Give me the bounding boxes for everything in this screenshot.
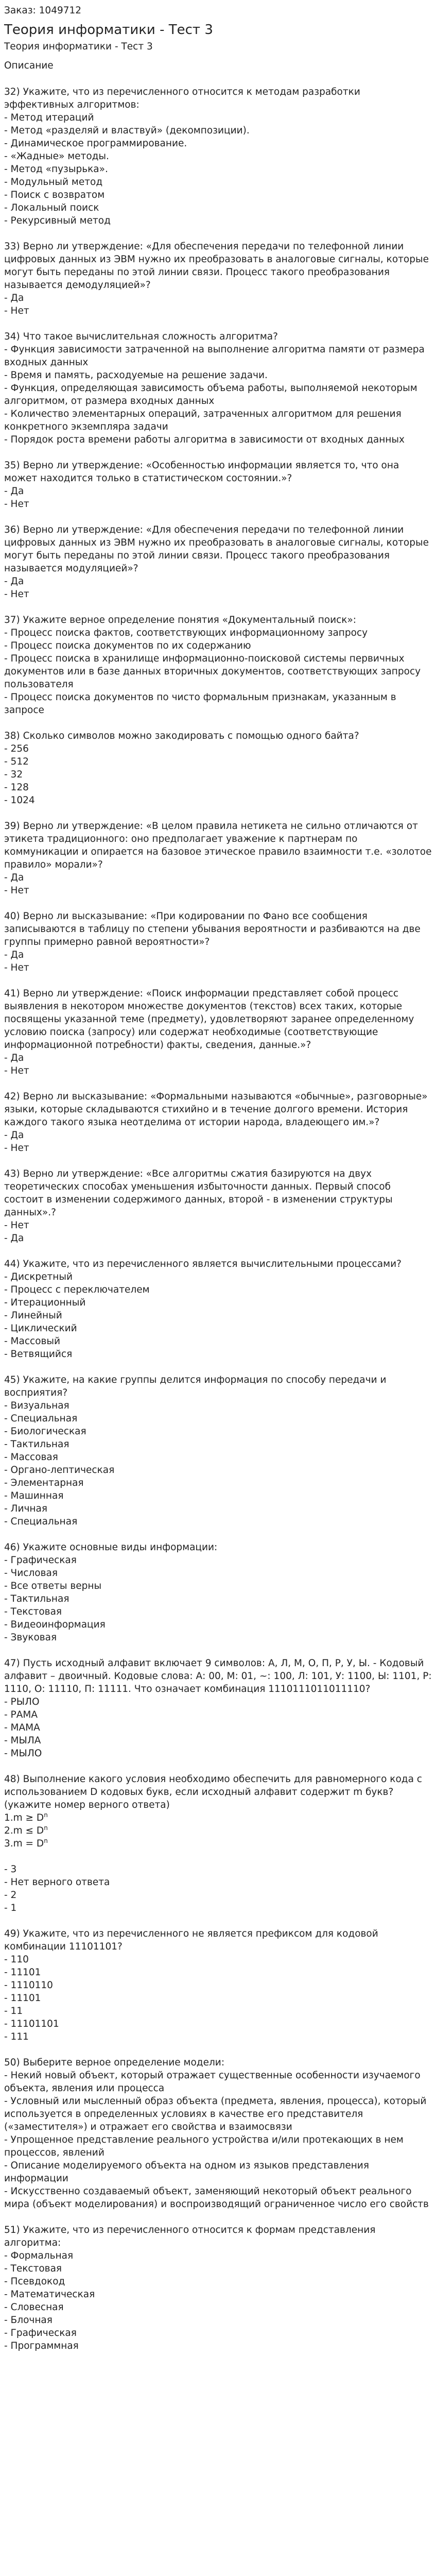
answer-option: - Рекурсивный метод [4, 215, 111, 226]
answer-option: - Нет [4, 499, 29, 510]
answer-option: - Процесс поиска документов по чисто формальным признакам, указанным в запросе [4, 692, 396, 716]
question-block [4, 730, 432, 807]
answer-option: $2.m \le D^n$ [4, 1824, 48, 1836]
question-block [4, 2224, 432, 2352]
answer-option: - Органо-лептическая [4, 1465, 115, 1476]
question-block [4, 614, 432, 717]
question-text: 44) Укажите, что из перечисленного является вычислительными процессами? [4, 1259, 402, 1269]
answer-option: - Функция зависимости затраченной на выполнение алгоритма памяти от размера входных данных [4, 344, 425, 368]
answer-option: - МЫЛО [4, 1748, 42, 1759]
question-text: 41) Верно ли утверждение: «Поиск информации представляет собой процесс выявления в некотором множестве документов (текстов) всех таких, которые посвящены указанной теме (предмету), удовлетворяют заранее определенному условию поиска (запросу) или содержат необходимые (соответствующие информационной потребности) факты, сведения, данные.»? [4, 988, 414, 1050]
answer-option: - 32 [4, 769, 23, 780]
answer-option: - Формальная [4, 2250, 74, 2261]
answer-option: - Элементарная [4, 1478, 84, 1488]
question-block [4, 1927, 432, 2043]
page-subtitle: Теория информатики - Тест 3 [4, 41, 153, 52]
answer-option: - 2 [4, 1890, 17, 1901]
question-text: 32) Укажите, что из перечисленного относится к методам разработки эффективных алгоритмов: [4, 87, 360, 110]
question-block [4, 1773, 432, 1914]
description-label: Описание [4, 60, 54, 71]
answer-option: - 1024 [4, 795, 35, 806]
answer-option: - Нет [4, 1065, 29, 1076]
answer-option: - МЫЛА [4, 1735, 41, 1746]
answer-option: - Динамическое программирование. [4, 138, 187, 149]
question-text: 43) Верно ли утверждение: «Все алгоритмы сжатия базируются на двух теоретических способах уменьшения избыточности данных. Первый способ состоит в изменении содержимого данных, второй - в изменении структуры данных».? [4, 1168, 393, 1218]
answer-option: - Числовая [4, 1568, 58, 1579]
question-text: 51) Укажите, что из перечисленного относится к формам представления алгоритма: [4, 2225, 376, 2248]
question-block [4, 1167, 432, 1245]
answer-option: - Дискретный [4, 1272, 73, 1282]
answer-option: - Псевдокод [4, 2276, 65, 2287]
answer-option: - РАМА [4, 1709, 38, 1720]
answer-option: - 110 [4, 1954, 29, 1965]
question-block [4, 330, 432, 446]
answer-option: - Процесс поиска фактов, соответствующих информационному запросу [4, 628, 368, 638]
answer-option: - Видеоинформация [4, 1619, 106, 1630]
question-text: 50) Выберите верное определение модели: [4, 2057, 225, 2068]
answer-option: - Условный или мысленный образ объекта (предмета, явления, процесса), который используется в определенных условиях в качестве его представителя («заместителя») и отражает его свойства и взаимосвязи [4, 2096, 427, 2132]
answer-option: - Машинная [4, 1490, 64, 1501]
question-text: 39) Верно ли утверждение: «В целом правила нетикета не сильно отличаются от этикета традиционного: оно предполагает уважение к партнерам по коммуникации и опирается на базовое этическое правило взаимности т.е. «золотое правило» морали»? [4, 821, 432, 870]
question-text: 45) Укажите, на какие группы делится информация по способу передачи и восприятия? [4, 1375, 387, 1398]
answer-option: - Линейный [4, 1310, 62, 1321]
answer-option: - Метод «пузырька». [4, 164, 108, 175]
answer-option: - Специальная [4, 1516, 78, 1527]
answer-option: - 11101 [4, 1967, 41, 1978]
question-block [4, 1090, 432, 1155]
answer-option: - Да [4, 293, 24, 303]
question-text: 34) Что такое вычислительная сложность алгоритма? [4, 331, 278, 342]
question-text: 47) Пусть исходный алфавит включает 9 символов: А, Л, М, О, П, Р, У, Ы. - Кодовый алфавит – двоичный. Кодовые слова: А: 00, М: 01, ~: 100, Л: 101, У: 1100, Ы: 1101, Р: 1110, О: 11110, П: 11111. Что означает комбинация 1110111011011110? [4, 1658, 432, 1694]
question-text: 33) Верно ли утверждение: «Для обеспечения передачи по телефонной линии цифровых данных из ЭВМ нужно их преобразовать в аналоговые сигналы, которые могут быть переданы по этой линии связи. Процесс такого преобразования называется демодуляцией»? [4, 241, 429, 291]
question-block [4, 820, 432, 897]
answer-option: - 3 [4, 1864, 17, 1875]
answer-option: - Программная [4, 2341, 79, 2351]
exponent-n: n [44, 1811, 48, 1819]
question-text: 40) Верно ли высказывание: «При кодировании по Фано все сообщения записываются в таблицу по степени убывания вероятности и разбиваются на две группы примерно равной вероятности»? [4, 911, 421, 947]
answer-option: - Нет [4, 1220, 29, 1231]
answer-option: - «Жадные» методы. [4, 151, 109, 162]
answer-option: - Метод «разделяй и властвуй» (декомпозиции). [4, 125, 250, 136]
answer-option: - Метод итераций [4, 112, 94, 123]
answer-option: - Звуковая [4, 1632, 57, 1643]
answer-option: - Итерационный [4, 1297, 86, 1308]
answer-option: - Функция, определяющая зависимость объема работы, выполняемой некоторым алгоритмом, от размера входных данных [4, 383, 417, 406]
answer-option: - Математическая [4, 2289, 95, 2300]
question-block [4, 459, 432, 511]
answer-option: - Да [4, 1053, 24, 1063]
answer-option: - 11 [4, 2006, 23, 2016]
answer-option: - Порядок роста времени работы алгоритма в зависимости от входных данных [4, 434, 405, 445]
answer-option: - Да [4, 1130, 24, 1141]
answer-option: - 11101101 [4, 2019, 59, 2029]
answer-option: - Текстовая [4, 2263, 62, 2274]
question-text: 42) Верно ли высказывание: «Формальными называются «обычные», разговорные» языки, которые складываются стихийно и в течение долгого времени. История каждого такого языка неотделима от истории народа, владеющего им.»? [4, 1091, 428, 1128]
question-block [4, 910, 432, 974]
question-block [4, 1258, 432, 1361]
question-block [4, 240, 432, 317]
exponent-n: n [44, 1837, 48, 1844]
answer-option: - Упрощенное представление реального устройства и/или протекающих в нем процессов, явлений [4, 2134, 404, 2158]
answer-option: - Процесс поиска документов по их содержанию [4, 640, 251, 651]
question-text: 36) Верно ли утверждение: «Для обеспечения передачи по телефонной линии цифровых данных из ЭВМ нужно их преобразовать в аналоговые сигналы, которые могут быть переданы по этой линии связи. Процесс такого преобразования называется модуляцией»? [4, 524, 429, 574]
answer-option: $1.m \ge D^n$ [4, 1811, 48, 1823]
answer-option: - Нет [4, 962, 29, 973]
answer-option: - 1 [4, 1903, 17, 1913]
answer-option: - Графическая [4, 2328, 77, 2338]
exponent-n: n [44, 1824, 48, 1832]
answer-option: - Нет [4, 589, 29, 600]
answer-option: - Циклический [4, 1323, 77, 1334]
answer-option: - Все ответы верны [4, 1581, 102, 1591]
page-title: Теория информатики - Тест 3 [4, 22, 213, 38]
answer-option: - Блочная [4, 2315, 53, 2326]
answer-option: - Модульный метод [4, 177, 103, 188]
answer-option: - Количество элементарных операций, затраченных алгоритмом для решения конкретного экземпляра задачи [4, 409, 402, 432]
answer-option: - Некий новый объект, который отражает существенные особенности изучаемого объекта, явления или процесса [4, 2070, 421, 2094]
questions-list [4, 86, 432, 2352]
answer-option: - Личная [4, 1503, 47, 1514]
question-block [4, 1374, 432, 1528]
answer-option: - Специальная [4, 1413, 78, 1424]
answer-option: - Да [4, 576, 24, 587]
order-number: Заказ: 1049712 [4, 5, 82, 16]
question-text: 48) Выполнение какого условия необходимо обеспечить для равномерного кода с использованием D кодовых букв, если исходный алфавит содержит m букв?(укажите номер верного ответа) [4, 1774, 422, 1810]
question-block [4, 1657, 432, 1760]
question-block [4, 1541, 432, 1644]
question-block [4, 2056, 432, 2211]
answer-option: - РЫЛО [4, 1697, 40, 1707]
answer-option: - Искусственно создаваемый объект, заменяющий некоторый объект реального мира (объект моделирования) и воспроизводящий ограниченное число его свойств [4, 2186, 429, 2210]
answer-option: - Время и память, расходуемые на решение задачи. [4, 370, 268, 381]
question-text: 46) Укажите основные виды информации: [4, 1542, 218, 1553]
answer-option: - Массовая [4, 1452, 58, 1463]
answer-option: - Локальный поиск [4, 202, 99, 213]
question-text: 37) Укажите верное определение понятия «Документальный поиск»: [4, 615, 357, 625]
answer-option: - 128 [4, 782, 29, 793]
question-text: 38) Сколько символов можно закодировать с помощью одного байта? [4, 731, 359, 741]
answer-option: - Тактильная [4, 1439, 69, 1450]
answer-option: - Нет [4, 1143, 29, 1154]
answer-option: - Да [4, 950, 24, 960]
answer-option: - 111 [4, 2031, 29, 2042]
answer-option: - Процесс поиска в хранилище информационно-поисковой системы первичных документов или в базе данных вторичных документов, соответствующих запросу пользователя [4, 653, 421, 690]
answer-option: - Поиск с возвратом [4, 190, 105, 200]
answer-option: - Ветвящийся [4, 1349, 73, 1360]
answer-option: - Да [4, 1233, 24, 1244]
answer-option: - Нет верного ответа [4, 1877, 110, 1888]
answer-option: - Процесс с переключателем [4, 1284, 150, 1295]
answer-option: - Тактильная [4, 1594, 69, 1604]
answer-option: - Биологическая [4, 1426, 86, 1437]
answer-option: - Массовый [4, 1336, 61, 1347]
answer-option: - МАМА [4, 1722, 40, 1733]
question-block [4, 86, 432, 227]
answer-option: - 256 [4, 743, 29, 754]
answer-option: - 1110110 [4, 1980, 53, 1991]
answer-option: - Словесная [4, 2302, 64, 2313]
answer-option: $3.m = D^n$ [4, 1837, 48, 1849]
question-text: 49) Укажите, что из перечисленного не является префиксом для кодовой комбинации 11101101? [4, 1928, 378, 1952]
answer-option: - Графическая [4, 1555, 77, 1566]
answer-option: - Визуальная [4, 1400, 69, 1411]
answer-option: - Нет [4, 306, 29, 316]
question-block [4, 987, 432, 1077]
answer-option: - 512 [4, 756, 29, 767]
question-text: 35) Верно ли утверждение: «Особенностью информации является то, что она может находится только в статистическом состоянии.»? [4, 460, 399, 484]
answer-option: - Да [4, 872, 24, 883]
answer-option: - Нет [4, 885, 29, 896]
answer-option: - 11101 [4, 1993, 41, 2004]
answer-option: - Текстовая [4, 1606, 62, 1617]
question-block [4, 523, 432, 601]
answer-option [4, 1850, 432, 1863]
answer-option: - Да [4, 486, 24, 497]
answer-option: - Описание моделируемого объекта на одном из языков представления информации [4, 2160, 369, 2184]
